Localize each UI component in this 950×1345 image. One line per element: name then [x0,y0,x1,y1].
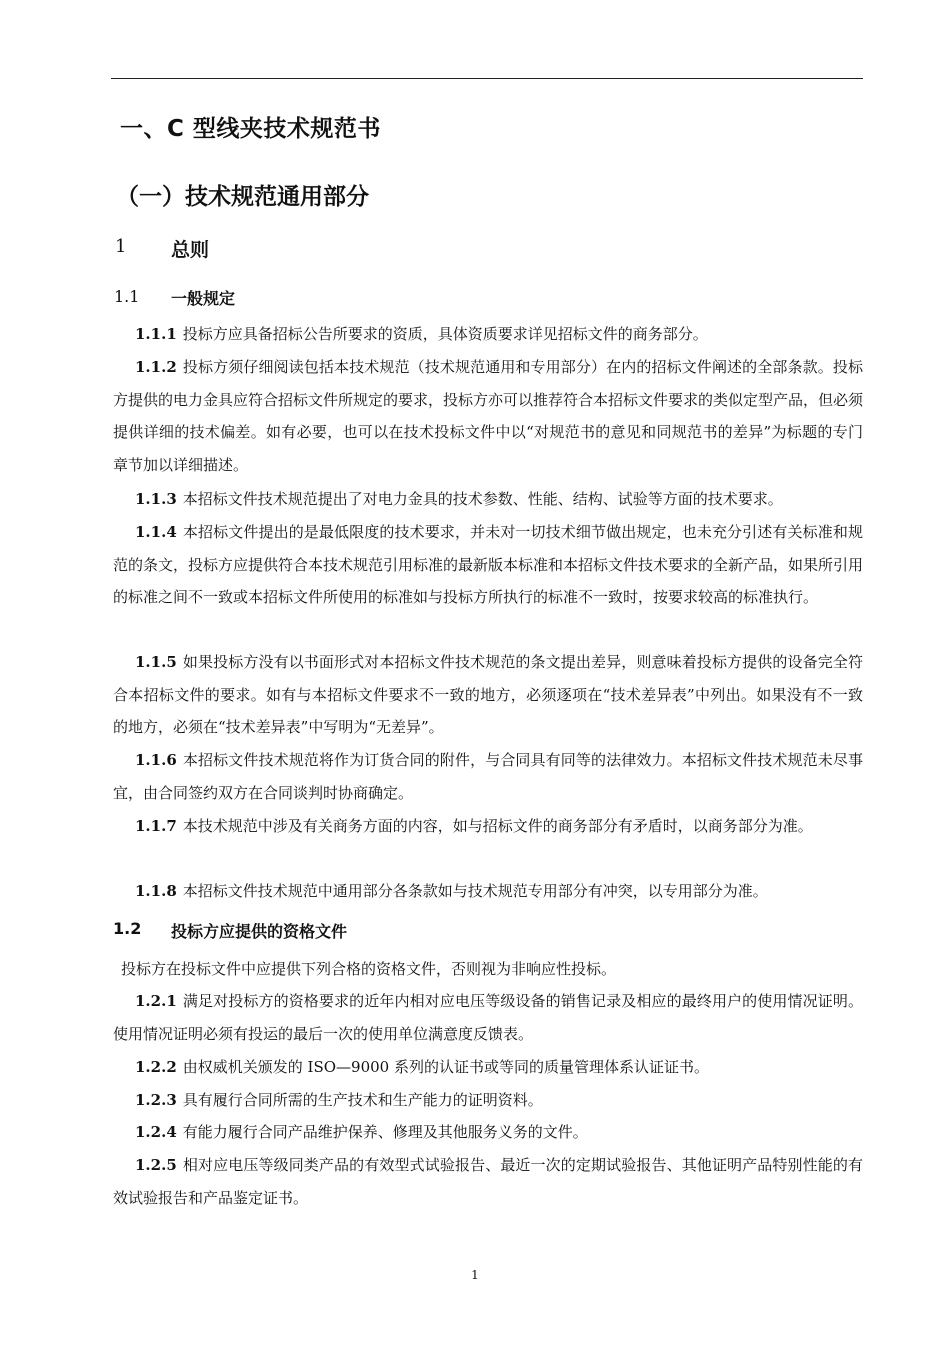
clause-number: 1.1.2 [135,358,177,376]
clause-1-2-2 [113,1051,863,1084]
clause-1-1-7 [113,810,863,843]
clause-1-1-5 [113,646,863,744]
clause-number: 1.1.7 [135,817,177,835]
clause-1-2-5 [113,1149,863,1214]
clause-text: 本招标文件提出的是最低限度的技术要求，并未对一切技术细节做出规定，也未充分引述有关标准和规范的条文，投标方应提供符合本技术规范引用标准的最新版本标准和本招标文件技术要求的全新产品，如果所引用的标准之间不一致或本招标文件所使用的标准如与投标方所执行的标准不一致时，按要求较高的标准执行。 [113,523,864,606]
part-title: （一）技术规范通用部分 [116,184,369,210]
clause-text: 具有履行合同所需的生产技术和生产能力的证明资料。 [182,1091,543,1109]
clause-text: 本招标文件技术规范中通用部分各条款如与技术规范专用部分有冲突，以专用部分为准。 [182,882,768,900]
clause-number: 1.2.5 [135,1156,177,1174]
section-1-2-title: 投标方应提供的资格文件 [171,922,348,941]
document-title: 一、C 型线夹技术规范书 [120,116,381,142]
clause-1-2-1 [113,985,863,1050]
clause-1-1-8 [113,875,863,908]
clause-1-2-3 [113,1084,863,1117]
section-1-1-title: 一般规定 [171,289,236,308]
clause-1-1-4 [113,516,863,614]
clause-number: 1.1.8 [135,882,177,900]
clause-number: 1.1.1 [135,325,177,343]
section-1-title: 总则 [171,239,210,261]
clause-1-1-6 [113,744,863,809]
clause-text: 投标方应具备招标公告所要求的资质，具体资质要求详见招标文件的商务部分。 [182,325,708,343]
section-1-2-intro [113,953,863,986]
clause-1-1-2 [113,351,863,481]
intro-text: 投标方在投标文件中应提供下列合格的资格文件，否则视为非响应性投标。 [121,960,617,978]
clause-number: 1.1.5 [135,653,177,671]
clause-text: 本招标文件技术规范将作为订货合同的附件，与合同具有同等的法律效力。本招标文件技术规范未尽事宜，由合同签约双方在合同谈判时协商确定。 [113,751,863,802]
section-1-2-number: 1.2 [113,919,142,938]
clause-number: 1.1.3 [135,490,177,508]
clause-text: 投标方须仔细阅读包括本技术规范（技术规范通用和专用部分）在内的招标文件阐述的全部条款。投标方提供的电力金具应符合招标文件所规定的要求，投标方亦可以推荐符合本招标文件要求的类似定型产品，但必须提供详细的技术偏差。如有必要，也可以在技术投标文件中以“对规范书的意见和同规范书的差异”为标题的专门章节加以详细描述。 [113,358,864,474]
header-rule [111,78,863,79]
clause-number: 1.2.4 [135,1123,177,1141]
clause-text: 满足对投标方的资格要求的近年内相对应电压等级设备的销售记录及相应的最终用户的使用情况证明。使用情况证明必须有投运的最后一次的使用单位满意度反馈表。 [113,992,863,1043]
clause-1-2-4 [113,1116,863,1149]
section-1-1-number: 1.1 [114,287,140,306]
clause-number: 1.1.6 [135,751,177,769]
clause-1-1-3 [113,483,863,516]
clause-number: 1.2.1 [135,992,177,1010]
clause-text: 本招标文件技术规范提出了对电力金具的技术参数、性能、结构、试验等方面的技术要求。 [182,490,783,508]
clause-1-1-1 [113,318,863,351]
clause-text: 有能力履行合同产品维护保养、修理及其他服务义务的文件。 [182,1123,588,1141]
section-1-number: 1 [115,236,127,257]
clause-text: 如果投标方没有以书面形式对本招标文件技术规范的条文提出差异，则意味着投标方提供的设备完全符合本招标文件的要求。如有与本招标文件要求不一致的地方，必须逐项在“技术差异表”中列出。如果没有不一致的地方，必须在“技术差异表”中写明为“无差异”。 [113,653,863,736]
clause-text: 本技术规范中涉及有关商务方面的内容，如与招标文件的商务部分有矛盾时，以商务部分为准。 [182,817,813,835]
clause-number: 1.2.2 [135,1058,177,1076]
clause-text: 相对应电压等级同类产品的有效型式试验报告、最近一次的定期试验报告、其他证明产品特别性能的有效试验报告和产品鉴定证书。 [113,1156,863,1207]
clause-number: 1.2.3 [135,1091,177,1109]
page-number: 1 [471,1268,479,1282]
clause-text: 由权威机关颁发的 ISO—9000 系列的认证书或等同的质量管理体系认证证书。 [182,1058,709,1076]
clause-number: 1.1.4 [135,523,177,541]
